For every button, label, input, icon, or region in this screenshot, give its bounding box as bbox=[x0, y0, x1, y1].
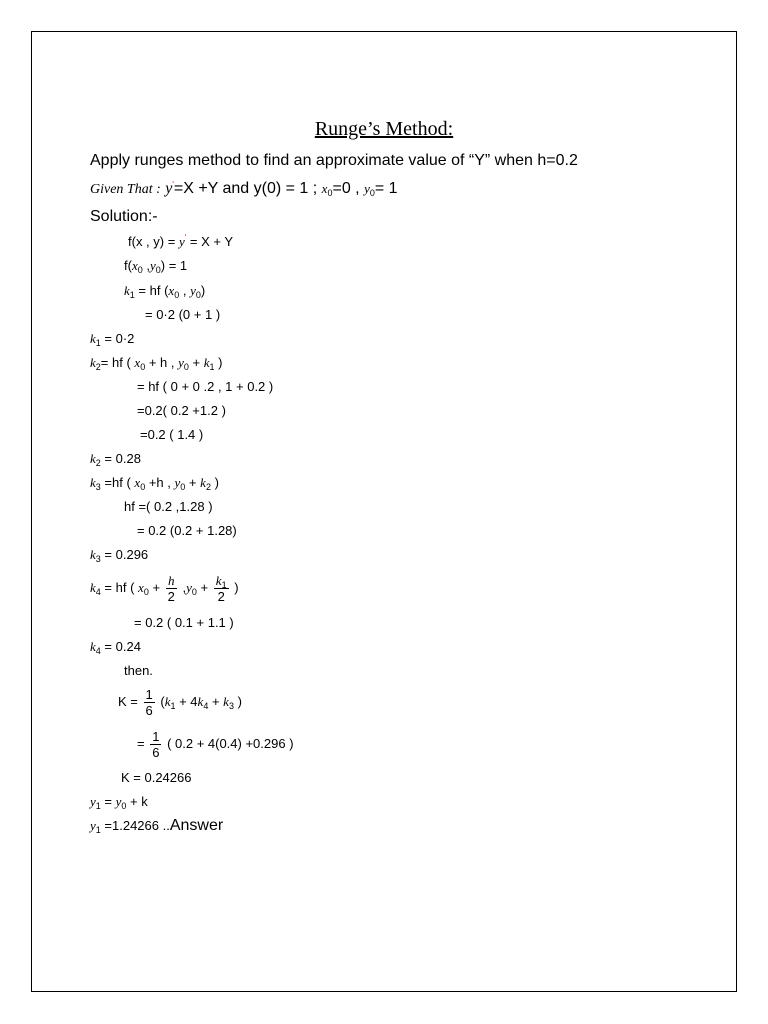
K-step-1: = $\frac{1}{6}$ ( 0.2 + 4(0.4) +0.296 ) bbox=[137, 729, 294, 761]
problem-statement: Apply runges method to find an approximate value of “Y” when h=0.2 bbox=[90, 152, 578, 169]
k3-result: $k_3 = 0.296$ bbox=[90, 547, 149, 564]
k1-over-2-fraction: $\frac{k_1}{2}$ bbox=[215, 573, 227, 605]
k1-result: $k_1 = 0\cdot 2$ bbox=[90, 331, 135, 348]
solution-label: Solution:- bbox=[90, 208, 158, 225]
k3-step-2: = 0.2 (0.2 + 1.28) bbox=[137, 523, 237, 538]
k4-step-1: = 0.2 ( 0.1 + 1.1 ) bbox=[134, 615, 234, 630]
y1-formula: $y_1 = y_0 + k$ bbox=[90, 794, 148, 811]
y1-result: $y_1 =1.24266$ ..Answer bbox=[90, 817, 224, 835]
one-sixth-fraction: $\frac{1}{6}$ bbox=[152, 729, 160, 761]
k1-formula: $k_1$ = hf ($x_0$ , $y_0$) bbox=[124, 283, 206, 300]
k2-formula: $k_2=$ hf ( $x_0 + h$ , $y_0 + k_1$ ) bbox=[90, 355, 223, 372]
k2-result: $k_2 = 0.28$ bbox=[90, 451, 141, 468]
given-line: Given That : $y^ʹ=X +Y$ and y(0) = 1 ; $x_0=0$ , $y_0= 1$ bbox=[90, 180, 398, 198]
k2-step-3: =0.2 ( 1.4 ) bbox=[140, 427, 204, 442]
then-label: then. bbox=[124, 663, 153, 678]
k2-step-1: = hf ( 0 + 0 .2 , 1 + 0.2 ) bbox=[137, 379, 274, 394]
K-result: K = 0.24266 bbox=[121, 770, 192, 785]
h-over-2-fraction: $\frac{h}{2}$ bbox=[167, 573, 175, 605]
fx0y0-line: $f(x_0$ $,y_0) = 1$ bbox=[124, 258, 188, 275]
k3-formula: $k_3 =hf$ ( $x_0 +h$ , $y_0 + k_2$ ) bbox=[90, 475, 219, 492]
k4-result: $k_4 = 0.24$ bbox=[90, 639, 141, 656]
k3-step-1: hf =( 0.2 ,1.28 ) bbox=[124, 499, 213, 514]
fxy-line: f(x , $y) = y^ʹ = X + Y$ bbox=[128, 233, 234, 249]
k4-formula: $k_4$ = hf ( $x_0$ + $\frac{h}{2}$ $,y_0$ + $\frac{k_1}{2}$ ) bbox=[90, 573, 239, 605]
answer-label: Answer bbox=[169, 817, 224, 834]
page-title: Runge’s Method: bbox=[314, 118, 454, 140]
k2-step-2: =0.2( 0.2 +1.2 ) bbox=[137, 403, 226, 418]
K-formula: K = $\frac{1}{6}$ ($k_1 + 4k_4 + k_3$ ) bbox=[118, 687, 242, 719]
k1-value: = 0·2 (0 + 1 ) bbox=[145, 307, 221, 322]
one-sixth-fraction: $\frac{1}{6}$ bbox=[145, 687, 153, 719]
